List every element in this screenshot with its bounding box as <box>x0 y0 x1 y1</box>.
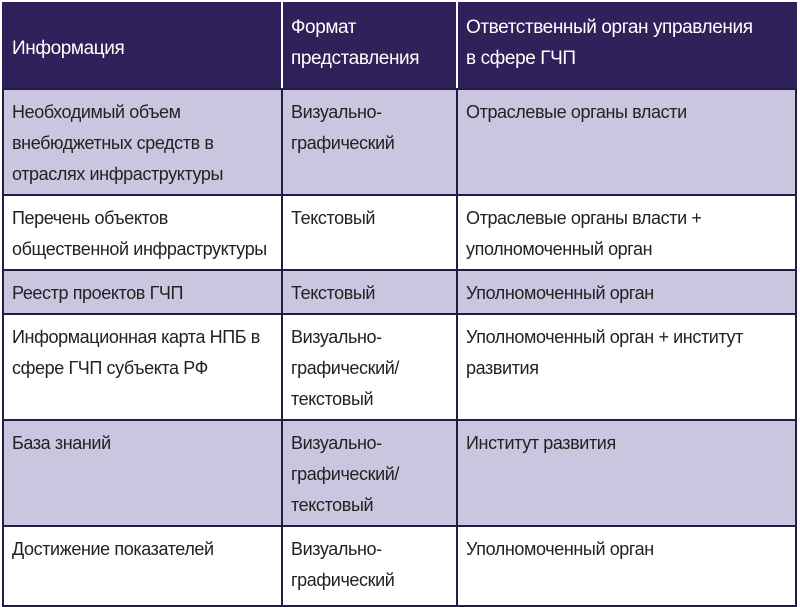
table-row <box>3 195 796 270</box>
header-authority: Ответственный орган управления в сфере ГЧП <box>457 3 796 89</box>
cell-information: Достижение показателей <box>3 526 282 606</box>
table-row <box>3 526 796 606</box>
cell-information: Информационная карта НПБ в сфере ГЧП субъекта РФ <box>3 314 282 420</box>
cell-format: Текстовый <box>282 270 457 314</box>
cell-authority: Отраслевые органы власти + уполномоченный орган <box>457 195 796 270</box>
header-information: Информация <box>3 3 282 89</box>
cell-format: Визуально- графический/ текстовый <box>282 314 457 420</box>
cell-format: Текстовый <box>282 195 457 270</box>
cell-format: Визуально- графический <box>282 89 457 195</box>
header-format: Формат представления <box>282 3 457 89</box>
table-header-row <box>3 3 796 89</box>
cell-authority: Институт развития <box>457 420 796 526</box>
cell-information: Необходимый объем внебюджетных средств в отраслях инфраструктуры <box>3 89 282 195</box>
table-row <box>3 270 796 314</box>
cell-information: Реестр проектов ГЧП <box>3 270 282 314</box>
cell-information: База знаний <box>3 420 282 526</box>
cell-authority: Уполномоченный орган <box>457 270 796 314</box>
table-row <box>3 314 796 420</box>
cell-authority: Уполномоченный орган + институт развития <box>457 314 796 420</box>
table-row <box>3 89 796 195</box>
cell-information: Перечень объектов общественной инфраструктуры <box>3 195 282 270</box>
cell-format: Визуально- графический <box>282 526 457 606</box>
cell-authority: Отраслевые органы власти <box>457 89 796 195</box>
cell-format: Визуально- графический/ текстовый <box>282 420 457 526</box>
information-table <box>2 2 797 607</box>
cell-authority: Уполномоченный орган <box>457 526 796 606</box>
table-row <box>3 420 796 526</box>
